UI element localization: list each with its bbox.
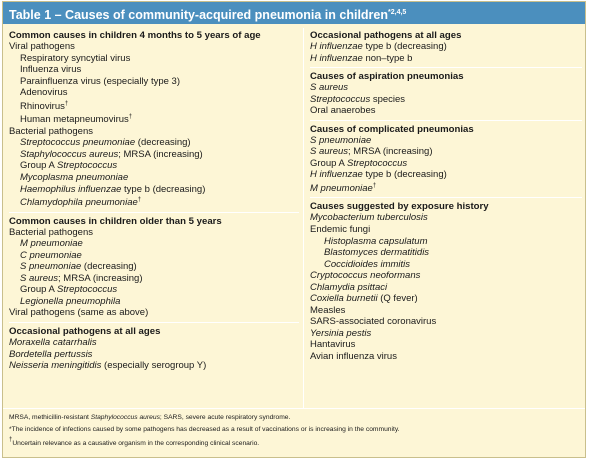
organism-name: Mycobacterium tuberculosis xyxy=(310,212,428,224)
organism-name: Streptococcus pneumoniae xyxy=(20,137,136,149)
table-section xyxy=(310,120,582,195)
pathogen-entry xyxy=(310,259,582,271)
text-segment: (decreasing) xyxy=(81,261,137,273)
text-segment: Parainfluenza virus (especially type 3) xyxy=(20,75,180,87)
organism-name: S pneumoniae xyxy=(310,134,372,146)
pathogen-entry xyxy=(9,87,299,99)
pathogen-entry xyxy=(9,349,299,361)
section-heading: Occasional pathogens at all ages xyxy=(310,30,462,41)
text-segment: non–type b xyxy=(362,52,413,64)
dagger-mark: † xyxy=(372,182,377,189)
pathogen-entry xyxy=(310,135,582,147)
table-container xyxy=(2,1,586,458)
pathogen-entry xyxy=(310,169,582,181)
text-segment: Bacterial pathogens xyxy=(9,125,93,137)
pathogen-entry xyxy=(9,53,299,65)
pathogen-entry xyxy=(310,247,582,259)
text-segment: Rhinovirus xyxy=(20,100,65,112)
pathogen-entry xyxy=(9,160,299,172)
text-segment: Human metapneumovirus xyxy=(20,114,129,126)
footnote xyxy=(9,424,579,436)
text-segment: SARS-associated coronavirus xyxy=(310,316,437,328)
organism-name: Streptococcus xyxy=(56,284,118,296)
organism-name: S pneumoniae xyxy=(20,261,82,273)
text-segment: ; MRSA (increasing) xyxy=(58,272,143,284)
pathogen-entry xyxy=(310,94,582,106)
organism-name: Legionella pneumophila xyxy=(20,295,121,307)
table-section xyxy=(310,30,582,64)
text-segment: Influenza virus xyxy=(20,64,82,76)
organism-name: S aureus xyxy=(310,82,349,94)
title-references: *2,4,5 xyxy=(388,9,407,16)
text-segment: Endemic fungi xyxy=(310,224,371,236)
text-segment: ; SARS, severe acute respiratory syndrome. xyxy=(159,414,291,421)
pathogen-entry xyxy=(9,172,299,184)
organism-name: Streptococcus xyxy=(56,160,118,172)
pathogen-entry xyxy=(9,360,299,372)
organism-name: H influenzae xyxy=(310,41,363,52)
pathogen-entry xyxy=(9,137,299,149)
dagger-mark: † xyxy=(137,197,142,204)
text-segment: MRSA, methicillin-resistant xyxy=(9,414,91,421)
organism-name: Staphylococcus aureus xyxy=(20,148,119,160)
left-column xyxy=(9,30,299,372)
table-title xyxy=(3,2,585,24)
organism-name: S aureus xyxy=(20,272,59,284)
text-segment: species xyxy=(370,93,406,105)
organism-name: Haemophilus influenzae xyxy=(20,183,122,195)
text-segment: type b (decreasing) xyxy=(362,41,447,52)
pathogen-entry xyxy=(9,284,299,296)
table-section xyxy=(9,322,299,372)
section-heading: Occasional pathogens at all ages xyxy=(9,326,161,338)
section-heading: Common causes in children 4 months to 5 years of age xyxy=(9,30,261,41)
organism-name: Chlamydophila pneumoniae xyxy=(20,197,138,209)
text-segment: Group A xyxy=(20,284,57,296)
pathogen-entry xyxy=(310,293,582,305)
text-segment: ; MRSA (increasing) xyxy=(348,146,433,158)
pathogen-entry xyxy=(9,337,299,349)
organism-name: H influenzae xyxy=(310,169,363,181)
text-segment: Hantavirus xyxy=(310,339,356,351)
pathogen-entry xyxy=(9,296,299,308)
text-segment: (Q fever) xyxy=(377,293,418,305)
pathogen-entry xyxy=(310,82,582,94)
text-segment: type b (decreasing) xyxy=(362,169,447,181)
pathogen-entry xyxy=(9,76,299,88)
dagger-mark: † xyxy=(128,114,133,121)
organism-name: H influenzae xyxy=(310,52,363,64)
text-segment: (decreasing) xyxy=(135,137,191,149)
pathogen-entry xyxy=(310,53,582,65)
text-segment: Uncertain relevance as a causative organism in the corresponding clinical scenario. xyxy=(12,440,260,447)
organism-name: Streptococcus xyxy=(346,157,408,169)
organism-name: Neisseria meningitidis xyxy=(9,360,102,372)
section-heading: Causes of complicated pneumonias xyxy=(310,123,474,135)
organism-name: C pneumoniae xyxy=(20,249,82,261)
pathogen-entry xyxy=(9,149,299,161)
text-segment: Adenovirus xyxy=(20,87,68,99)
pathogen-entry xyxy=(9,184,299,196)
pathogen-entry xyxy=(310,158,582,170)
text-segment: Measles xyxy=(310,304,346,316)
pathogen-entry xyxy=(310,328,582,340)
organism-name: Bordetella pertussis xyxy=(9,348,93,360)
pathogen-entry xyxy=(9,41,299,53)
pathogen-entry xyxy=(310,236,582,248)
organism-name: Cryptococcus neoformans xyxy=(310,270,421,282)
column-divider xyxy=(303,28,304,408)
organism-name: Coccidioides immitis xyxy=(324,258,411,270)
table-section xyxy=(310,67,582,117)
organism-name: Coxiella burnetii xyxy=(310,293,378,305)
pathogen-entry xyxy=(310,181,582,195)
text-segment: Viral pathogens xyxy=(9,41,75,52)
text-segment: ; MRSA (increasing) xyxy=(118,148,203,160)
organism-name: Yersinia pestis xyxy=(310,327,372,339)
pathogen-entry xyxy=(9,273,299,285)
organism-name: Streptococcus xyxy=(310,93,371,105)
pathogen-entry xyxy=(310,146,582,158)
table-section xyxy=(9,212,299,319)
pathogen-entry xyxy=(310,41,582,53)
pathogen-entry xyxy=(310,339,582,351)
section-heading: Common causes in children older than 5 years xyxy=(9,215,222,227)
section-heading: Causes suggested by exposure history xyxy=(310,201,489,213)
right-column xyxy=(310,30,582,363)
table-title-text: Table 1 – Causes of community-acquired pneumonia in children xyxy=(9,8,389,22)
dagger-mark: † xyxy=(64,100,69,107)
text-segment: Oral anaerobes xyxy=(310,105,376,117)
footnote xyxy=(9,412,579,424)
text-segment: Bacterial pathogens xyxy=(9,226,93,238)
organism-name: Blastomyces dermatitidis xyxy=(324,247,430,259)
pathogen-entry xyxy=(9,250,299,262)
text-segment: (especially serogroup Y) xyxy=(101,360,207,372)
pathogen-entry xyxy=(310,316,582,328)
pathogen-entry xyxy=(310,212,582,224)
organism-name: Moraxella catarrhalis xyxy=(9,337,97,349)
pathogen-entry xyxy=(9,112,299,126)
pathogen-entry xyxy=(310,224,582,236)
text-segment: Respiratory syncytial virus xyxy=(20,52,131,64)
table-section xyxy=(310,197,582,362)
pathogen-entry xyxy=(9,64,299,76)
text-segment: Group A xyxy=(20,160,57,172)
pathogen-entry xyxy=(310,105,582,117)
text-segment: type b (decreasing) xyxy=(121,183,206,195)
pathogen-entry xyxy=(9,195,299,209)
pathogen-entry xyxy=(9,126,299,138)
organism-name: M pneumoniae xyxy=(310,182,373,194)
dagger-mark: † xyxy=(9,437,13,443)
pathogen-entry xyxy=(310,351,582,363)
text-segment: Viral pathogens (same as above) xyxy=(9,307,149,319)
table-footnotes xyxy=(3,408,585,450)
pathogen-entry xyxy=(9,238,299,250)
organism-name: Staphylococcus aureus xyxy=(90,414,160,421)
pathogen-entry xyxy=(310,305,582,317)
section-heading: Causes of aspiration pneumonias xyxy=(310,71,464,83)
organism-name: M pneumoniae xyxy=(20,238,83,250)
footnote xyxy=(9,435,579,450)
organism-name: Histoplasma capsulatum xyxy=(324,235,428,247)
pathogen-entry xyxy=(9,227,299,239)
organism-name: Mycoplasma pneumoniae xyxy=(20,172,129,184)
pathogen-entry xyxy=(9,307,299,319)
pathogen-entry xyxy=(310,270,582,282)
text-segment: Group A xyxy=(310,157,347,169)
text-segment: Avian influenza virus xyxy=(310,351,397,363)
table-section xyxy=(9,30,299,209)
organism-name: S aureus xyxy=(310,146,349,158)
text-segment: *The incidence of infections caused by some pathogens has decreased as a result of vaccinations or is increasing in the community. xyxy=(9,425,400,433)
pathogen-entry xyxy=(9,261,299,273)
pathogen-entry xyxy=(9,99,299,113)
organism-name: Chlamydia psittaci xyxy=(310,281,388,293)
pathogen-entry xyxy=(310,282,582,294)
